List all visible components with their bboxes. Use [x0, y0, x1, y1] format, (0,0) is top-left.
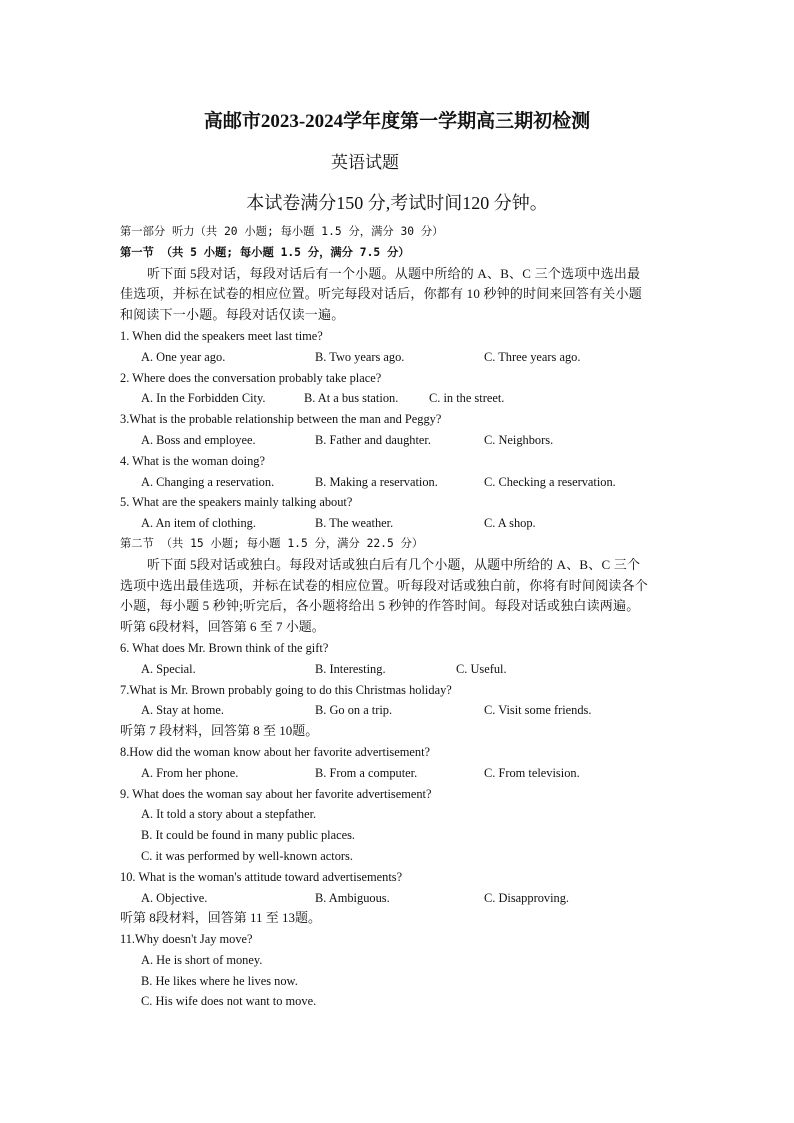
option-c: C. His wife does not want to move. — [141, 994, 317, 1009]
question-2: 2. Where does the conversation probably take place? — [120, 370, 382, 385]
option-c: C. Visit some friends. — [484, 703, 592, 718]
option-c: C. in the street. — [429, 391, 505, 406]
option-b: B. Go on a trip. — [315, 703, 393, 718]
section1-instruction-line: 佳选项，并标在试卷的相应位置。听完每段对话后，你都有 10 秒钟的时间来回答有关小题 — [120, 286, 642, 302]
exam-info: 本试卷满分150 分,考试时间120 分钟。 — [246, 193, 548, 213]
option-c: C. Checking a reservation. — [484, 474, 616, 489]
option-b: B. From a computer. — [315, 765, 418, 780]
option-b: B. Father and daughter. — [315, 432, 431, 447]
section2-instruction-line: 听下面 5段对话或独白。每段对话或独白后有几个小题，从题中所给的 A、B、C 三个 — [147, 556, 641, 572]
question-9: 9. What does the woman say about her favorite advertisement? — [120, 786, 432, 801]
question-3-options — [120, 430, 680, 451]
question-3: 3.What is the probable relationship between the man and Peggy? — [120, 412, 442, 427]
section1-instruction-line: 听下面 5段对话，每段对话后有一个小题。从题中所给的 A、B、C 三个选项中选出最 — [147, 265, 641, 281]
question-4: 4. What is the woman doing? — [120, 453, 265, 468]
question-1-options — [120, 347, 680, 368]
question-8: 8.How did the woman know about her favorite advertisement? — [120, 744, 431, 759]
question-10: 10. What is the woman's attitude toward advertisements? — [120, 869, 403, 884]
page-title: 高邮市2023-2024学年度第一学期高三期初检测 — [203, 111, 591, 132]
option-b: B. Making a reservation. — [315, 474, 438, 489]
section1-heading: 第一节 （共 5 小题; 每小题 1.5 分，满分 7.5 分） — [120, 245, 410, 259]
question-11: 11.Why doesn't Jay move? — [120, 932, 253, 947]
question-7: 7.What is Mr. Brown probably going to do this Christmas holiday? — [120, 682, 452, 697]
section2-instruction-line: 选项中选出最佳选项，并标在试卷的相应位置。听每段对话或独白前，你将有时间阅读各个 — [120, 577, 649, 593]
option-a: A. Boss and employee. — [141, 432, 256, 447]
option-a: A. Changing a reservation. — [141, 474, 275, 489]
question-4-options — [120, 472, 680, 493]
option-b: B. At a bus station. — [304, 391, 399, 406]
option-c: C. From television. — [484, 765, 580, 780]
option-c: C. Neighbors. — [484, 432, 554, 447]
question-5: 5. What are the speakers mainly talking about? — [120, 495, 353, 510]
question-8-options — [120, 763, 680, 784]
material-6-note: 听第 6段材料，回答第 6 至 7 小题。 — [120, 619, 325, 635]
option-b: B. Ambiguous. — [315, 890, 390, 905]
question-2-options — [120, 388, 680, 409]
section1-instruction-line: 和阅读下一小题。每段对话仅读一遍。 — [120, 307, 345, 323]
option-b: B. He likes where he lives now. — [141, 973, 298, 988]
option-c: C. Useful. — [456, 661, 507, 676]
option-b: B. The weather. — [315, 516, 394, 531]
question-1: 1. When did the speakers meet last time? — [120, 328, 323, 343]
option-c: C. Disapproving. — [484, 890, 570, 905]
question-5-options — [120, 513, 680, 534]
option-a: A. It told a story about a stepfather. — [141, 807, 317, 822]
option-a: A. In the Forbidden City. — [141, 391, 266, 406]
option-a: A. He is short of money. — [141, 952, 263, 967]
material-7-note: 听第 7 段材料，回答第 8 至 10题。 — [120, 723, 319, 739]
question-6-options — [120, 659, 680, 680]
question-6: 6. What does Mr. Brown think of the gift? — [120, 640, 329, 655]
question-7-options — [120, 700, 680, 721]
option-b: B. Two years ago. — [315, 349, 405, 364]
option-c: C. it was performed by well-known actors. — [141, 848, 353, 863]
option-a: A. One year ago. — [141, 349, 226, 364]
part1-heading: 第一部分 听力（共 20 小题; 每小题 1.5 分，满分 30 分） — [120, 225, 444, 238]
option-a: A. From her phone. — [141, 765, 239, 780]
section2-instruction-line: 小题，每小题 5 秒钟;听完后，各小题将给出 5 秒钟的作答时间。每段对话或独白读两遍。 — [120, 598, 640, 614]
exam-content — [120, 222, 680, 1012]
section2-heading: 第二节 （共 15 小题; 每小题 1.5 分，满分 22.5 分） — [120, 536, 424, 550]
option-c: C. A shop. — [484, 516, 536, 531]
option-c: C. Three years ago. — [484, 349, 581, 364]
option-a: A. Stay at home. — [141, 703, 224, 718]
question-10-options — [120, 888, 680, 909]
material-8-note: 听第 8段材料，回答第 11 至 13题。 — [120, 910, 322, 926]
option-a: A. Special. — [141, 661, 196, 676]
page-subtitle: 英语试题 — [331, 153, 399, 172]
option-b: B. It could be found in many public places. — [141, 828, 356, 843]
option-a: A. Objective. — [141, 890, 208, 905]
option-a: A. An item of clothing. — [141, 516, 256, 531]
option-b: B. Interesting. — [315, 661, 386, 676]
